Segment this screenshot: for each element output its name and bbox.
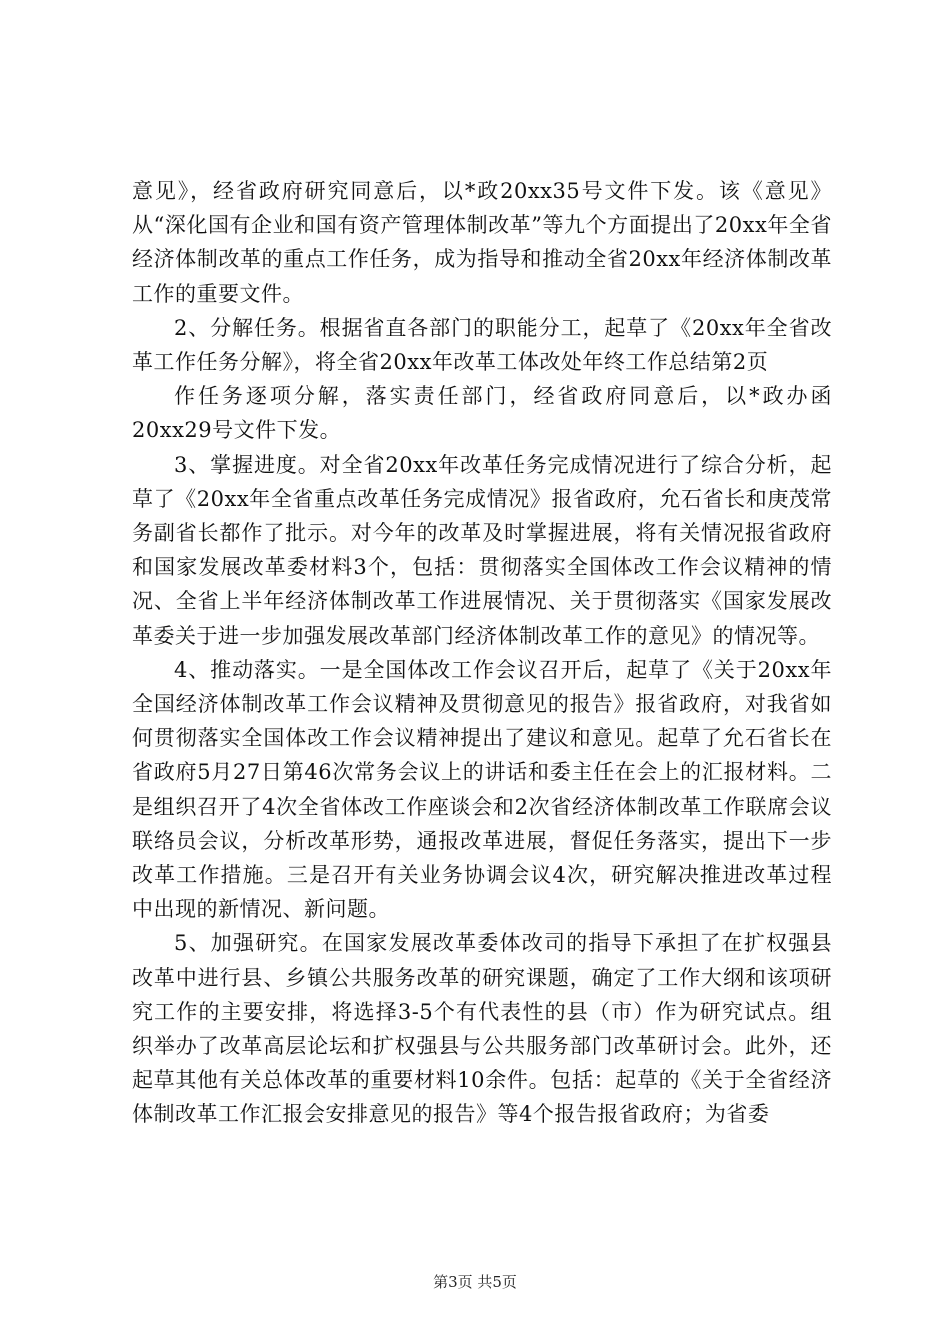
paragraph-task-decomposition: 2、分解任务。根据省直各部门的职能分工，起草了《20xx年全省改革工作任务分解》，将全省20xx年改革工体改处年终工作总结第2页 xyxy=(132,315,832,375)
paragraph-progress: 3、掌握进度。对全省20xx年改革任务完成情况进行了综合分析，起草了《20xx年全省重点改革任务完成情况》报省政府，允石省长和庚茂常务副省长都作了批示。对今年的改革及时掌握进展，将有关情况报省政府和国家发展改革委材料3个，包括：贯彻落实全国体改工作会议精神的情况、全省上半年经济体制改革工作进展情况、关于贯彻落实《国家发展改革委关于进一步加强发展改革部门经济体制改革工作的意见》的情况等。 xyxy=(132,452,832,648)
paragraph-implementation: 4、推动落实。一是全国体改工作会议召开后，起草了《关于20xx年全国经济体制改革工作会议精神及贯彻意见的报告》报省政府，对我省如何贯彻落实全国体改工作会议精神提出了建议和意见。起草了允石省长在省政府5月27日第46次常务会议上的讲话和委主任在会上的汇报材料。二是组织召开了4次全省体改工作座谈会和2次省经济体制改革工作联席会议联络员会议，分析改革形势，通报改革进展，督促任务落实，提出下一步改革工作措施。三是召开有关业务协调会议4次，研究解决推进改革过程中出现的新情况、新问题。 xyxy=(132,657,832,922)
paragraph-task-decomposition-cont: 作任务逐项分解，落实责任部门，经省政府同意后，以*政办函20xx29号文件下发。 xyxy=(132,384,832,443)
page-number-footer: 第3页 共5页 xyxy=(433,1273,517,1291)
paragraph-research: 5、加强研究。在国家发展改革委体改司的指导下承担了在扩权强县改革中进行县、乡镇公共服务改革的研究课题，确定了工作大纲和该项研究工作的主要安排，将选择3-5个有代表性的县（市）作为研究试点。组织举办了改革高层论坛和扩权强县与公共服务部门改革研讨会。此外，还起草其他有关总体改革的重要材料10余件。包括：起草的《关于全省经济体制改革工作汇报会安排意见的报告》等4个报告报省政府；为省委 xyxy=(132,931,832,1127)
paragraph-continuation: 意见》，经省政府研究同意后，以*政20xx35号文件下发。该《意见》从“深化国有企业和国有资产管理体制改革”等九个方面提出了20xx年全省经济体制改革的重点工作任务，成为指导和推动全省20xx年经济体制改革工作的重要文件。 xyxy=(132,179,832,306)
document-body xyxy=(132,174,832,1132)
